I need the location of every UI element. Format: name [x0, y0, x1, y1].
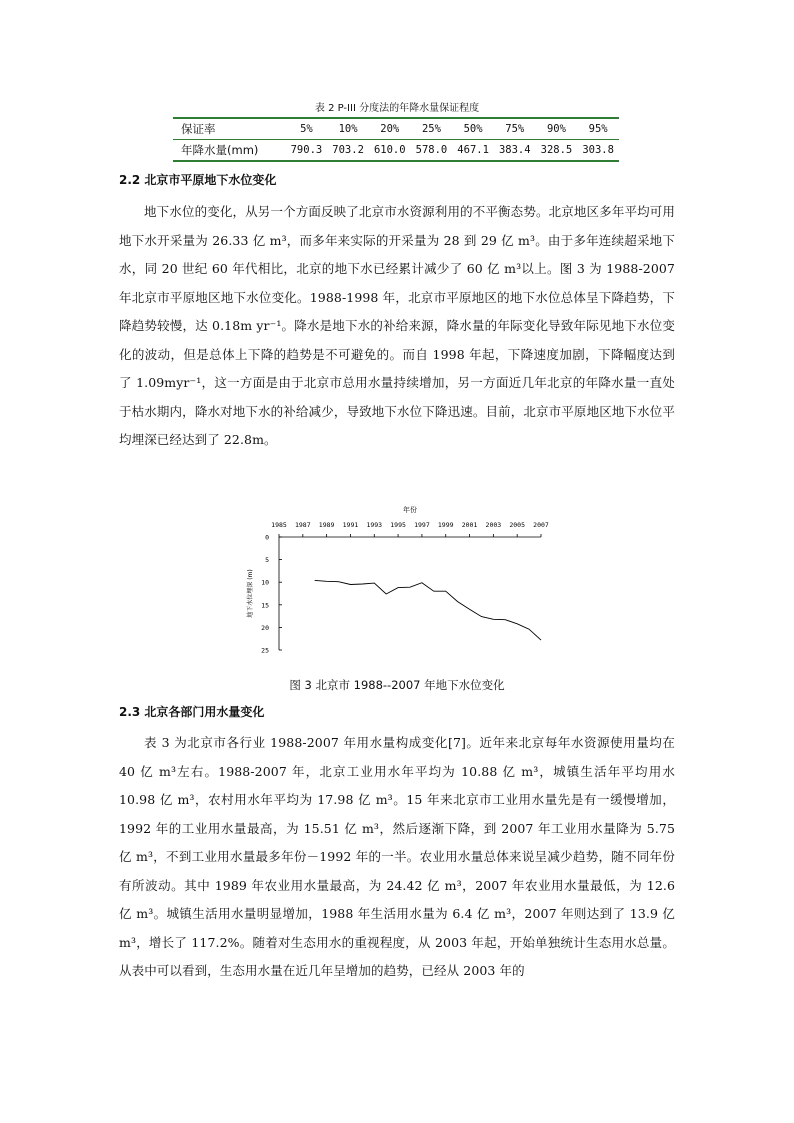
table-cell: 328.5	[536, 140, 578, 162]
groundwater-line-chart	[230, 500, 570, 665]
y-tick-label: 20	[261, 623, 269, 632]
x-tick-label: 2007	[533, 521, 549, 529]
section-heading-2-3: 2.3 北京各部门用水量变化	[119, 705, 265, 719]
table-cell: 610.0	[369, 140, 411, 162]
table-cell: 90%	[536, 118, 578, 140]
row-header: 年降水量(mm)	[173, 140, 286, 162]
y-tick-label: 10	[261, 578, 269, 587]
x-tick-label: 2003	[485, 521, 502, 529]
table-cell: 467.1	[452, 140, 494, 162]
paragraph-groundwater	[119, 198, 675, 455]
section-heading-2-2: 2.2 北京市平原地下水位变化	[119, 173, 277, 187]
table-cell: 790.3	[286, 140, 328, 162]
y-tick-label: 25	[261, 646, 269, 655]
x-tick-label: 1991	[342, 521, 359, 529]
table-cell: 383.4	[494, 140, 536, 162]
x-tick-label: 1999	[437, 521, 454, 529]
y-tick-label: 15	[261, 601, 269, 610]
y-axis-title: 地下水位埋深 (m)	[247, 569, 254, 618]
table-cell: 25%	[411, 118, 453, 140]
x-tick-label: 2005	[509, 521, 526, 529]
x-tick-label: 1997	[414, 521, 430, 529]
y-tick-label: 0	[265, 533, 269, 542]
precipitation-table	[173, 117, 619, 162]
table-cell: 303.8	[577, 140, 619, 162]
x-tick-label: 1987	[294, 521, 311, 529]
table-cell: 703.2	[327, 140, 369, 162]
paragraph-water-use	[119, 729, 675, 986]
table-cell: 20%	[369, 118, 411, 140]
x-tick-label: 1989	[318, 521, 335, 529]
table-cell: 10%	[327, 118, 369, 140]
table-row	[173, 140, 619, 162]
figure-caption: 图 3 北京市 1988--2007 年地下水位变化	[289, 678, 505, 692]
table-row	[173, 118, 619, 140]
table-cell: 75%	[494, 118, 536, 140]
table-cell: 5%	[286, 118, 328, 140]
x-axis-title: 年份	[403, 506, 417, 514]
series-line	[315, 580, 541, 640]
table-caption: 表 2 P-III 分度法的年降水量保证程度	[314, 103, 480, 114]
x-tick-label: 1995	[390, 521, 406, 529]
table-cell: 578.0	[411, 140, 453, 162]
x-tick-label: 2001	[461, 521, 478, 529]
paragraph-text: 地下水位的变化，从另一个方面反映了北京市水资源利用的不平衡态势。北京地区多年平均可用地下水开采量为 26.33 亿 m³，而多年来实际的开采量为 28 到 29 亿 m³。由于多年连续超采地下水，同 20 世纪 60 年代相比，北京的地下水已经累计减少了 60 亿 m³以上。图 3 为 1988-2007 年北京市平原地区地下水位变化。1988-1998 年，北京市平原地区的地下水位总体呈下降趋势，下降趋势较慢，达 0.18m yr⁻¹。降水是地下水的补给来源，降水量的年际变化导致年际见地下水位变化的波动，但是总体上下降的趋势是不可避免的。而自 1998 年起，下降速度加剧，下降幅度达到了 1.09myr⁻¹，这一方面是由于北京市总用水量持续增加，另一方面近几年北京的年降水量一直处于枯水期内，降水对地下水的补给减少，导致地下水位下降迅速。目前，北京市平原地区地下水位平均埋深已经达到了 22.8m。	[119, 204, 675, 447]
paragraph-text: 表 3 为北京市各行业 1988-2007 年用水量构成变化[7]。近年来北京每年水资源使用量均在 40 亿 m³左右。1988-2007 年，北京工业用水年平均为 10.88 亿 m³，城镇生活年平均用水 10.98 亿 m³，农村用水年平均为 17.98 亿 m³。15 年来北京市工业用水量先是有一缓慢增加，1992 年的工业用水量最高，为 15.51 亿 m³，然后逐渐下降，到 2007 年工业用水量降为 5.75 亿 m³，不到工业用水量最多年份－1992 年的一半。农业用水量总体来说呈减少趋势，随不同年份有所波动。其中 1989 年农业用水量最高，为 24.42 亿 m³，2007 年农业用水量最低，为 12.6 亿 m³。城镇生活用水量明显增加，1988 年生活用水量为 6.4 亿 m³，2007 年则达到了 13.9 亿 m³，增长了 117.2%。随着对生态用水的重视程度，从 2003 年起，开始单独统计生态用水总量。从表中可以看到，生态用水量在近几年呈增加的趋势，已经从 2003 年的	[119, 735, 675, 978]
table-cell: 50%	[452, 118, 494, 140]
y-tick-label: 5	[265, 556, 269, 565]
x-tick-label: 1985	[271, 521, 287, 529]
x-tick-label: 1993	[366, 521, 383, 529]
row-header: 保证率	[173, 118, 286, 140]
table-cell: 95%	[577, 118, 619, 140]
